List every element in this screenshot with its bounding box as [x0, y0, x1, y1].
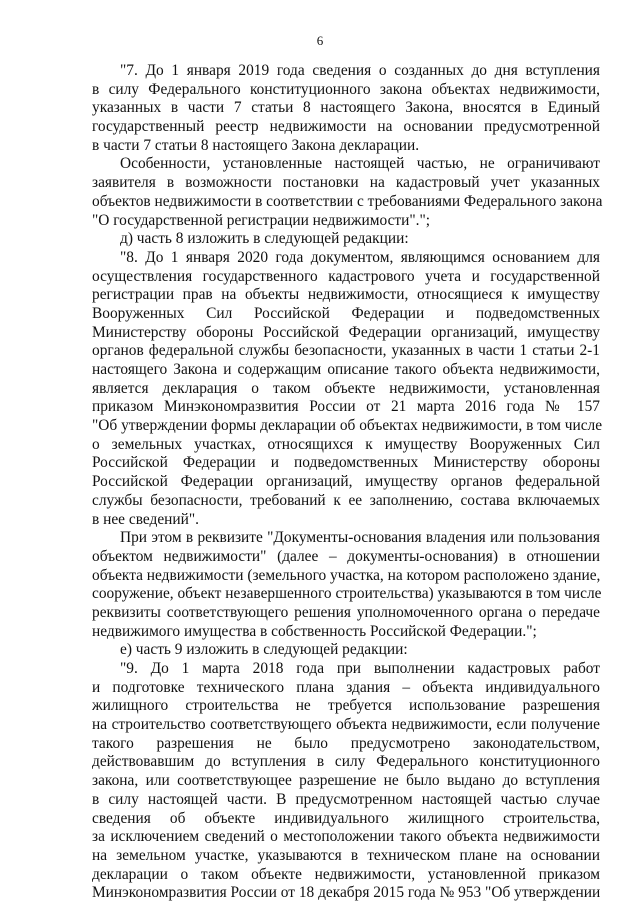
text-line: сведения об объекте индивидуального жилищного строительства,	[92, 809, 600, 827]
text-line: на строительство соответствующего объекта недвижимости, если получение	[92, 716, 600, 734]
page-number: 6	[316, 33, 324, 48]
text-line: закона, или соответствующее разрешение не было выдано до вступления	[92, 772, 600, 790]
text-line: Российской Федерации организаций, имуществу органов федеральной	[92, 473, 600, 491]
text-line: и подготовке технического плана здания – объекта индивидуального	[92, 678, 600, 696]
text-line: приказом Минэкономразвития России от 21 марта 2016 года № 157	[92, 398, 600, 416]
text-line: недвижимого имущества в собственность Российской Федерации.";	[92, 622, 537, 640]
text-line: осуществления государственного кадастрового учета и государственной	[92, 267, 600, 285]
text-line: "8. До 1 января 2020 года документом, являющимся основанием для	[120, 248, 600, 266]
text-line: настоящего Закона и содержащим описание такого объекта недвижимости,	[92, 361, 600, 378]
text-line: сооружение, объект незавершенного строительства) указываются в том числе	[92, 585, 602, 603]
text-line: д) часть 8 изложить в следующей редакции:	[120, 230, 409, 248]
text-line: в силу Федерального конституционного закона объектах недвижимости,	[92, 80, 600, 98]
text-line: "7. До 1 января 2019 года сведения о созданных до дня вступления	[120, 62, 600, 79]
text-line: в силу настоящей части. В предусмотренном настоящей частью случае	[92, 790, 600, 808]
text-line: в части 7 статьи 8 настоящего Закона декларации.	[92, 136, 420, 154]
text-line: указанных в части 7 статьи 8 настоящего Закона, вносятся в Единый	[92, 99, 600, 117]
text-line: в нее сведений".	[92, 510, 199, 528]
text-line: действовавшим до вступления в силу Федерального конституционного	[92, 753, 600, 771]
text-line: Министерству обороны Российской Федерации организаций, имуществу	[92, 323, 600, 341]
text-line: Вооруженных Сил Российской Федерации и подведомственных	[92, 304, 600, 322]
text-line: о земельных участках, относящихся к имуществу Вооруженных Сил	[92, 435, 600, 453]
text-line: Российской Федерации и подведомственных Министерству обороны	[92, 454, 600, 472]
text-line: "9. До 1 марта 2018 года при выполнении кадастровых работ	[120, 660, 600, 677]
text-line: государственный реестр недвижимости на основании предусмотренной	[92, 118, 600, 136]
text-line: объектом недвижимости" (далее – документы-основания) в отношении	[92, 547, 600, 565]
text-line: е) часть 9 изложить в следующей редакции:	[120, 641, 408, 659]
text-line: регистрации прав на объекты недвижимости, относящиеся к имуществу	[92, 286, 600, 304]
text-line: "О государственной регистрации недвижимости".";	[92, 211, 431, 229]
text-line: на земельном участке, указываются в техническом плане на основании	[92, 846, 600, 864]
text-line: службы безопасности, требований к ее заполнению, состава включаемых	[92, 491, 600, 509]
text-line: такого разрешения не было предусмотрено законодательством,	[92, 734, 600, 752]
text-line: объектов недвижимости в соответствии с требованиями Федерального закона	[92, 192, 603, 210]
text-line: органов федеральной службы безопасности, указанных в части 1 статьи 2-1	[92, 342, 600, 360]
text-line: Минэкономразвития России от 18 декабря 2015 года № 953 "Об утверждении	[92, 884, 601, 902]
text-line: заявителя в возможности постановки на кадастровый учет указанных	[92, 174, 600, 192]
text-line: объекта недвижимости (земельного участка, на котором расположено здание,	[92, 566, 601, 584]
body-text	[92, 62, 603, 903]
text-line: При этом в реквизите "Документы-основания владения или пользования	[120, 529, 600, 547]
text-line: за исключением сведений о местоположении такого объекта недвижимости	[92, 828, 600, 846]
text-line: Особенности, установленные настоящей частью, не ограничивают	[120, 155, 600, 173]
text-line: является декларация о таком объекте недвижимости, установленная	[92, 379, 600, 397]
text-line: жилищного строительства не требуется использование разрешения	[92, 697, 600, 715]
text-line: "Об утверждении формы декларации об объектах недвижимости, в том числе	[92, 417, 603, 435]
text-line: реквизиты соответствующего решения уполномоченного органа о передаче	[92, 603, 600, 621]
text-line: декларации о таком объекте недвижимости, установленной приказом	[92, 865, 600, 883]
